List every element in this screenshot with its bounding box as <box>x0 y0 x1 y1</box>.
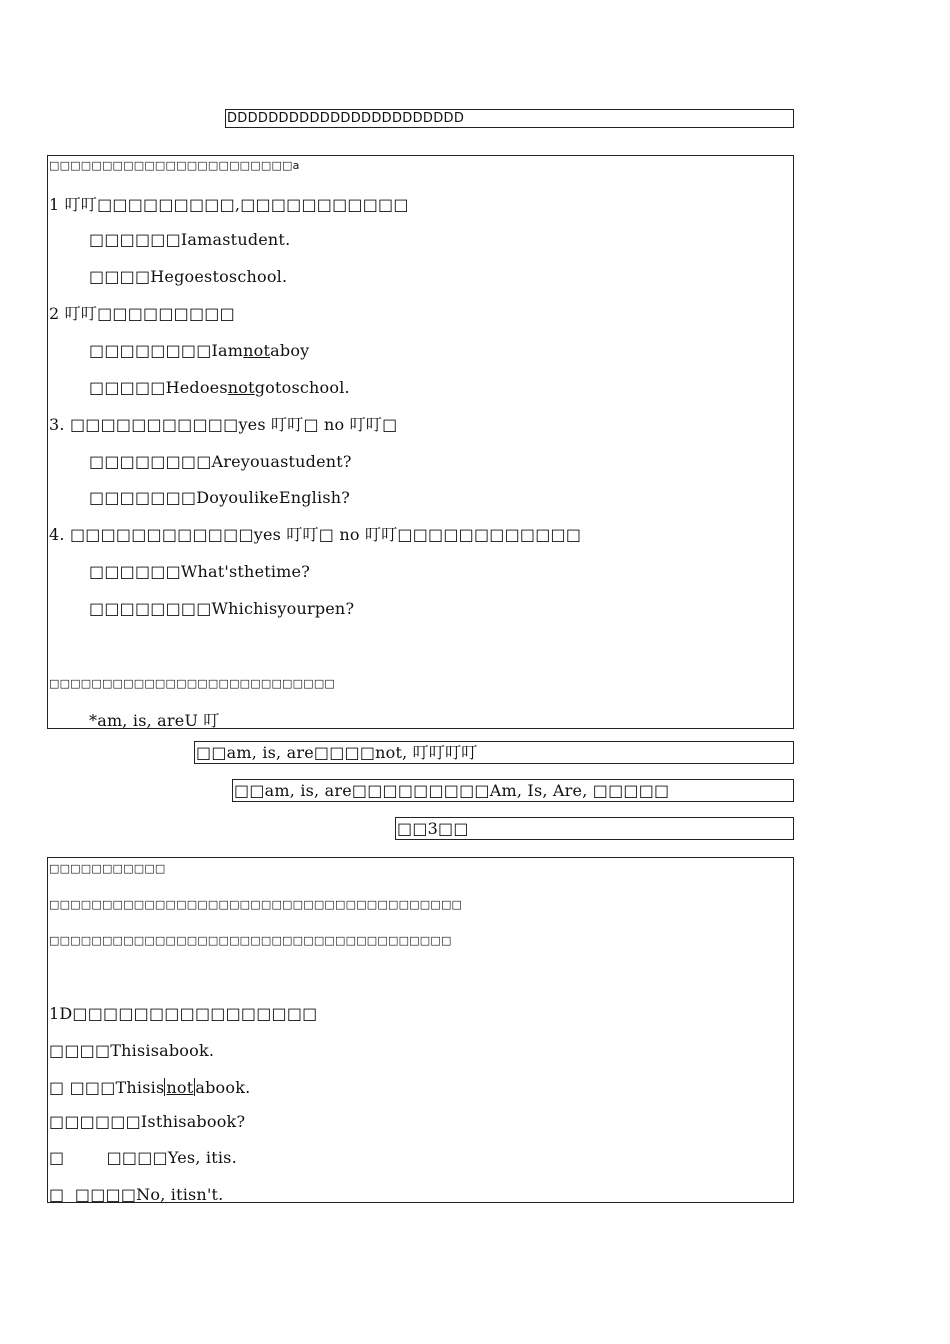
rule2-example1-pre: □□□□□□□□Iam <box>89 341 244 360</box>
example-4: □ □□□□Yes, itis. <box>49 1148 237 1167</box>
example-1: □□□□Thisisabook. <box>49 1041 215 1060</box>
example-2-underlined: not <box>166 1078 194 1097</box>
note-box-2 <box>232 779 794 802</box>
example-2-bracketed <box>164 1078 195 1097</box>
rule1-example1: □□□□□□Iamastudent. <box>89 230 291 249</box>
rule3-example2: □□□□□□□DoyoulikeEnglish? <box>89 488 351 507</box>
example-2-post: abook. <box>195 1078 251 1097</box>
rule1-label: 1 叮叮□□□□□□□□□,□□□□□□□□□□□ <box>49 195 409 214</box>
rule2-example2-underlined: not <box>227 378 255 397</box>
section1-subheading: □□□□□□□□□□□□□□□□□□□□□□□□□□□ <box>49 677 336 690</box>
rule3-example1: □□□□□□□□Areyouastudent? <box>89 452 352 471</box>
note-1-text: □□am, is, are□□□□not, 叮叮叮叮 <box>196 743 478 762</box>
rule2-example2-pre: □□□□□Hedoes <box>89 378 228 397</box>
example-2 <box>49 1078 250 1098</box>
rule1-example2: □□□□Hegoestoschool. <box>89 267 288 286</box>
page-title: DDDDDDDDDDDDDDDDDDDDDDD <box>227 111 465 126</box>
note-3-text: □□3□□ <box>397 819 469 838</box>
section2-line3: □□□□□□□□□□□□□□□□□□□□□□□□□□□□□□□□□□□□□□ <box>49 934 452 947</box>
rule2-example2 <box>89 378 350 398</box>
example-5: □ □□□□No, itisn't. <box>49 1185 224 1204</box>
rule2-example1-post: aboy <box>270 341 310 360</box>
rule2-label: 2 叮叮□□□□□□□□□ <box>49 304 235 323</box>
note-box-3 <box>395 817 794 840</box>
rule3-label: 3. □□□□□□□□□□□yes 叮叮□ no 叮叮□ <box>49 415 398 434</box>
rule2-example1-underlined: not <box>243 341 271 360</box>
section1-heading: □□□□□□□□□□□□□□□□□□□□□□□a <box>49 159 300 172</box>
example-label: 1D□□□□□□□□□□□□□□□□ <box>49 1004 318 1023</box>
note-box-1 <box>194 741 794 764</box>
bracket-right <box>194 1078 195 1096</box>
section1-note: *am, is, areU 叮 <box>89 711 220 730</box>
section2-heading: □□□□□□□□□□□ <box>49 862 166 875</box>
rule2-example2-post: gotoschool. <box>254 378 350 397</box>
title-box <box>225 109 794 128</box>
bracket-left <box>164 1078 165 1096</box>
note-2-text: □□am, is, are□□□□□□□□□Am, Is, Are, □□□□□ <box>234 781 670 800</box>
rule2-example1 <box>89 341 309 361</box>
example-2-pre: □ □□□Thisis <box>49 1078 165 1097</box>
example-3: □□□□□□Isthisabook? <box>49 1112 246 1131</box>
section2-line2: □□□□□□□□□□□□□□□□□□□□□□□□□□□□□□□□□□□□□□□ <box>49 898 463 911</box>
rule4-label: 4. □□□□□□□□□□□□yes 叮叮□ no 叮叮□□□□□□□□□□□□ <box>49 525 582 544</box>
rule4-example2: □□□□□□□□Whichisyourpen? <box>89 599 355 618</box>
rule4-example1: □□□□□□What'sthetime? <box>89 562 310 581</box>
